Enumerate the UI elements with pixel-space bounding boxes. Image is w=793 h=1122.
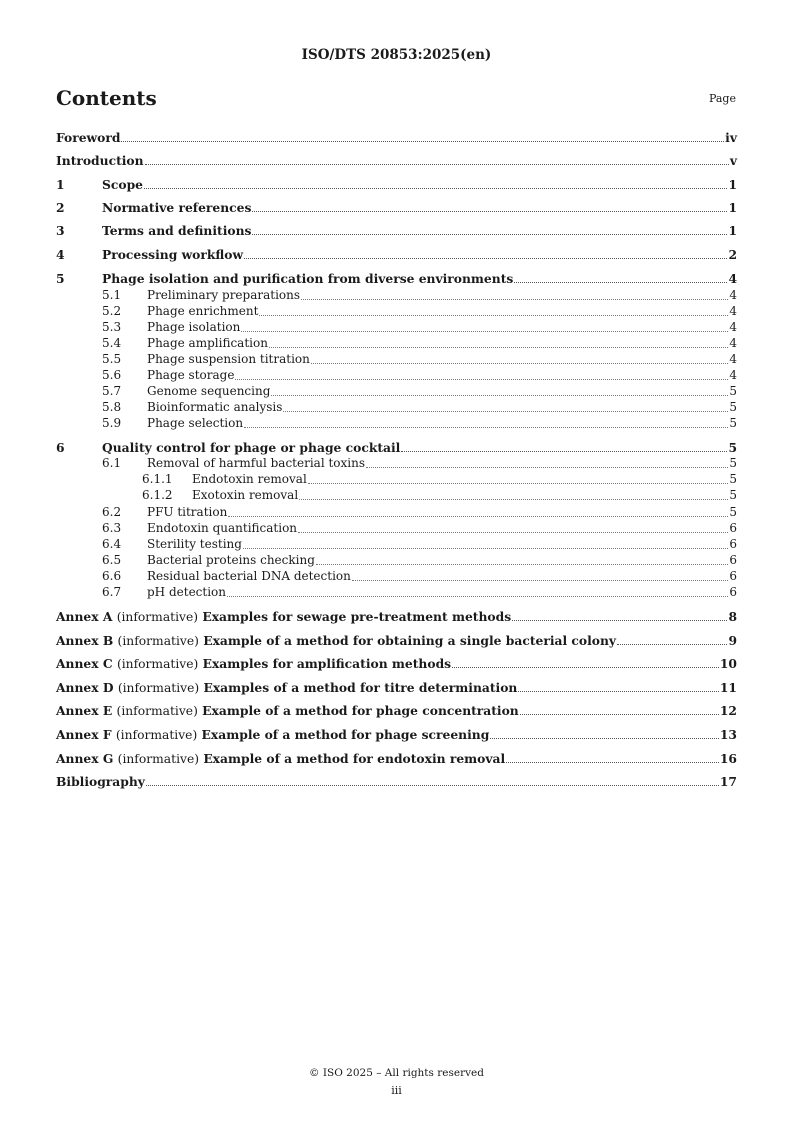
toc-page-number: 5: [729, 488, 737, 502]
toc-clause-number: 5.5: [102, 352, 122, 366]
annex-informative-tag: (informative): [116, 704, 198, 718]
dot-leader: [252, 234, 727, 235]
toc-page-number: 5: [729, 416, 737, 430]
page-column-label: Page: [708, 92, 736, 105]
toc-page-number: 6: [729, 521, 737, 535]
dot-leader: [121, 141, 724, 142]
toc-page-number: 4: [729, 288, 737, 302]
toc-entry-5-5[interactable]: [56, 352, 737, 368]
toc-page-number: 6: [729, 585, 737, 599]
toc-entry-title: Sterility testing: [147, 537, 242, 551]
toc-entry-section-6[interactable]: [56, 440, 737, 456]
document-id-header: ISO/DTS 20853:2025(en): [301, 47, 492, 63]
annex-informative-tag: (informative): [117, 681, 200, 695]
toc-page-number: 5: [729, 384, 737, 398]
dot-leader: [244, 258, 727, 259]
toc-clause-number: 6.5: [102, 553, 122, 567]
toc-clause-number: 6.1.1: [142, 472, 173, 486]
toc-entry-scope[interactable]: [56, 177, 737, 193]
toc-page-number: 5: [729, 456, 737, 470]
toc-entry-title: Bacterial proteins checking: [147, 553, 315, 567]
toc-page-number: 6: [729, 553, 737, 567]
toc-entry-6-1-1[interactable]: [56, 472, 737, 488]
toc-page-number: 1: [728, 223, 737, 238]
toc-entry-title: Example of a method for endotoxin removal: [203, 751, 506, 766]
toc-entry-title: Examples for amplification methods: [202, 656, 452, 671]
toc-page-number: 12: [719, 703, 737, 718]
page-number-footer: iii: [391, 1084, 402, 1097]
toc-entry-6-1-2[interactable]: [56, 488, 737, 504]
dot-leader: [259, 315, 728, 316]
toc-clause-number: 1: [56, 177, 65, 192]
toc-entry-bibliography[interactable]: [56, 774, 737, 790]
toc-page-number: 1: [728, 200, 737, 215]
dot-leader: [283, 411, 728, 412]
toc-clause-number: 4: [56, 247, 65, 262]
toc-entry-6-4[interactable]: [56, 537, 737, 553]
toc-entry-title: Quality control for phage or phage cocktail: [102, 440, 401, 455]
toc-page-number: 13: [719, 727, 737, 742]
toc-clause-number: 5.4: [102, 336, 122, 350]
toc-entry-6-2[interactable]: [56, 505, 737, 521]
annex-label: Annex E: [56, 703, 113, 718]
toc-clause-number: 5.7: [102, 384, 122, 398]
toc-entry-annex-b[interactable]: [56, 633, 737, 649]
toc-entry-annex-d[interactable]: [56, 680, 737, 696]
toc-page-number: 5: [729, 505, 737, 519]
toc-entry-5-9[interactable]: [56, 416, 737, 432]
toc-clause-number: 6.7: [102, 585, 122, 599]
toc-entry-5-4[interactable]: [56, 336, 737, 352]
toc-entry-title: Example of a method for phage concentration: [202, 703, 519, 718]
toc-entry-title: Normative references: [102, 200, 252, 215]
toc-entry-terms-and-definitions[interactable]: [56, 223, 737, 239]
toc-entry-title: Example of a method for phage screening: [201, 727, 490, 742]
toc-entry-title: Phage isolation and purification from diverse environments: [102, 271, 514, 286]
toc-page-number: 4: [729, 320, 737, 334]
toc-entry-title: Bioinformatic analysis: [147, 400, 283, 414]
toc-clause-number: 5.2: [102, 304, 122, 318]
toc-entry-6-7[interactable]: [56, 585, 737, 601]
annex-label: Annex A: [56, 609, 113, 624]
toc-clause-number: 2: [56, 200, 65, 215]
dot-leader: [520, 714, 719, 715]
dot-leader: [366, 467, 728, 468]
dot-leader: [146, 785, 719, 786]
toc-entry-foreword[interactable]: [56, 130, 737, 146]
dot-leader: [244, 427, 728, 428]
toc-entry-title: Endotoxin quantification: [147, 521, 298, 535]
toc-entry-title: Endotoxin removal: [192, 472, 307, 486]
toc-entry-title: Phage enrichment: [147, 304, 259, 318]
toc-clause-number: 5.3: [102, 320, 122, 334]
toc-page-number: 6: [729, 569, 737, 583]
toc-page-number: 4: [729, 352, 737, 366]
toc-entry-5-6[interactable]: [56, 368, 737, 384]
dot-leader: [271, 395, 728, 396]
dot-leader: [512, 620, 727, 621]
dot-leader: [144, 188, 727, 189]
toc-page-number: v: [729, 153, 737, 168]
toc-entry-annex-e[interactable]: [56, 703, 737, 719]
annex-label: Annex D: [56, 680, 114, 695]
annex-informative-tag: (informative): [116, 610, 199, 624]
toc-entry-title: Examples of a method for titre determination: [203, 680, 518, 695]
toc-entry-5-3[interactable]: [56, 320, 737, 336]
toc-entry-title: Bibliography: [56, 774, 145, 789]
dot-leader: [269, 347, 728, 348]
annex-informative-tag: (informative): [115, 728, 198, 742]
annex-label: Annex G: [56, 751, 114, 766]
toc-page-number: 5: [728, 440, 737, 455]
toc-entry-title: Phage selection: [147, 416, 244, 430]
toc-entry-title: Processing workflow: [102, 247, 244, 262]
toc-entry-normative-references[interactable]: [56, 200, 737, 216]
dot-leader: [518, 691, 719, 692]
toc-entry-5-2[interactable]: [56, 304, 737, 320]
annex-label: Annex F: [56, 727, 112, 742]
toc-page-number: 4: [729, 336, 737, 350]
toc-clause-number: 6.6: [102, 569, 122, 583]
dot-leader: [490, 738, 719, 739]
toc-page-number: 9: [728, 633, 737, 648]
toc-page-number: 5: [729, 472, 737, 486]
dot-leader: [298, 532, 728, 533]
dot-leader: [227, 596, 728, 597]
toc-entry-title: Phage isolation: [147, 320, 241, 334]
toc-clause-number: 6.1.2: [142, 488, 173, 502]
toc-entry-section-5[interactable]: [56, 271, 737, 287]
toc-entry-6-3[interactable]: [56, 521, 737, 537]
toc-clause-number: 6.1: [102, 456, 122, 470]
toc-page-number: iv: [725, 130, 737, 145]
toc-entry-title: Preliminary preparations: [147, 288, 301, 302]
toc-entry-annex-f[interactable]: [56, 727, 737, 743]
toc-entry-title: Introduction: [56, 153, 144, 168]
toc-entry-title: Removal of harmful bacterial toxins: [147, 456, 366, 470]
annex-informative-tag: (informative): [116, 657, 199, 671]
toc-clause-number: 6.4: [102, 537, 122, 551]
toc-entry-title: Terms and definitions: [102, 223, 252, 238]
toc-entry-title: PFU titration: [147, 505, 228, 519]
annex-label: Annex B: [56, 633, 114, 648]
annex-informative-tag: (informative): [117, 634, 199, 648]
toc-page-number: 6: [729, 537, 737, 551]
dot-leader: [145, 164, 729, 165]
toc-entry-title: pH detection: [147, 585, 227, 599]
dot-leader: [301, 299, 728, 300]
toc-page-number: 4: [729, 368, 737, 382]
dot-leader: [452, 667, 719, 668]
toc-entry-5-7[interactable]: [56, 384, 737, 400]
toc-entry-title: Phage amplification: [147, 336, 268, 350]
toc-clause-number: 6: [56, 440, 65, 455]
dot-leader: [506, 762, 719, 763]
toc-entry-title: Phage suspension titration: [147, 352, 310, 366]
toc-clause-number: 6.3: [102, 521, 122, 535]
toc-entry-processing-workflow[interactable]: [56, 247, 737, 263]
toc-entry-5-1[interactable]: [56, 288, 737, 304]
toc-entry-title: Scope: [102, 177, 143, 192]
toc-entry-title: Residual bacterial DNA detection: [147, 569, 351, 583]
copyright-footer: © ISO 2025 – All rights reserved: [309, 1067, 484, 1079]
toc-page-number: 11: [719, 680, 737, 695]
toc-entry-6-6[interactable]: [56, 569, 737, 585]
dot-leader: [241, 331, 728, 332]
toc-entry-title: Example of a method for obtaining a single bacterial colony: [203, 633, 617, 648]
toc-page-number: 10: [719, 656, 737, 671]
toc-entry-annex-c[interactable]: [56, 656, 737, 672]
toc-entry-title: Exotoxin removal: [192, 488, 299, 502]
dot-leader: [352, 580, 729, 581]
dot-leader: [617, 644, 727, 645]
toc-clause-number: 5.1: [102, 288, 122, 302]
dot-leader: [308, 483, 729, 484]
contents-title: Contents: [56, 86, 157, 110]
toc-clause-number: 5.6: [102, 368, 122, 382]
toc-entry-annex-g[interactable]: [56, 751, 737, 767]
toc-entry-title: Foreword: [56, 130, 121, 145]
toc-entry-title: Phage storage: [147, 368, 235, 382]
dot-leader: [228, 516, 728, 517]
toc-entry-introduction[interactable]: [56, 153, 737, 169]
dot-leader: [401, 451, 727, 452]
toc-entry-title: Examples for sewage pre-treatment methods: [202, 609, 512, 624]
toc-clause-number: 5.8: [102, 400, 122, 414]
toc-entry-annex-a[interactable]: [56, 609, 737, 625]
toc-page-number: 17: [719, 774, 737, 789]
toc-clause-number: 3: [56, 223, 65, 238]
toc-page-number: 1: [728, 177, 737, 192]
toc-entry-title: Genome sequencing: [147, 384, 271, 398]
toc-clause-number: 5: [56, 271, 65, 286]
dot-leader: [299, 499, 728, 500]
dot-leader: [243, 548, 728, 549]
toc-entry-5-8[interactable]: [56, 400, 737, 416]
toc-page-number: 8: [728, 609, 737, 624]
toc-clause-number: 6.2: [102, 505, 122, 519]
toc-page-number: 16: [719, 751, 737, 766]
dot-leader: [235, 379, 728, 380]
dot-leader: [311, 363, 728, 364]
toc-clause-number: 5.9: [102, 416, 122, 430]
dot-leader: [252, 211, 727, 212]
dot-leader: [514, 282, 727, 283]
annex-informative-tag: (informative): [117, 752, 200, 766]
toc-page-number: 4: [728, 271, 737, 286]
toc-page-number: 2: [728, 247, 737, 262]
annex-label: Annex C: [56, 656, 113, 671]
toc-entry-6-1[interactable]: [56, 456, 737, 472]
dot-leader: [316, 564, 728, 565]
toc-page-number: 5: [729, 400, 737, 414]
toc-entry-6-5[interactable]: [56, 553, 737, 569]
toc-page-number: 4: [729, 304, 737, 318]
